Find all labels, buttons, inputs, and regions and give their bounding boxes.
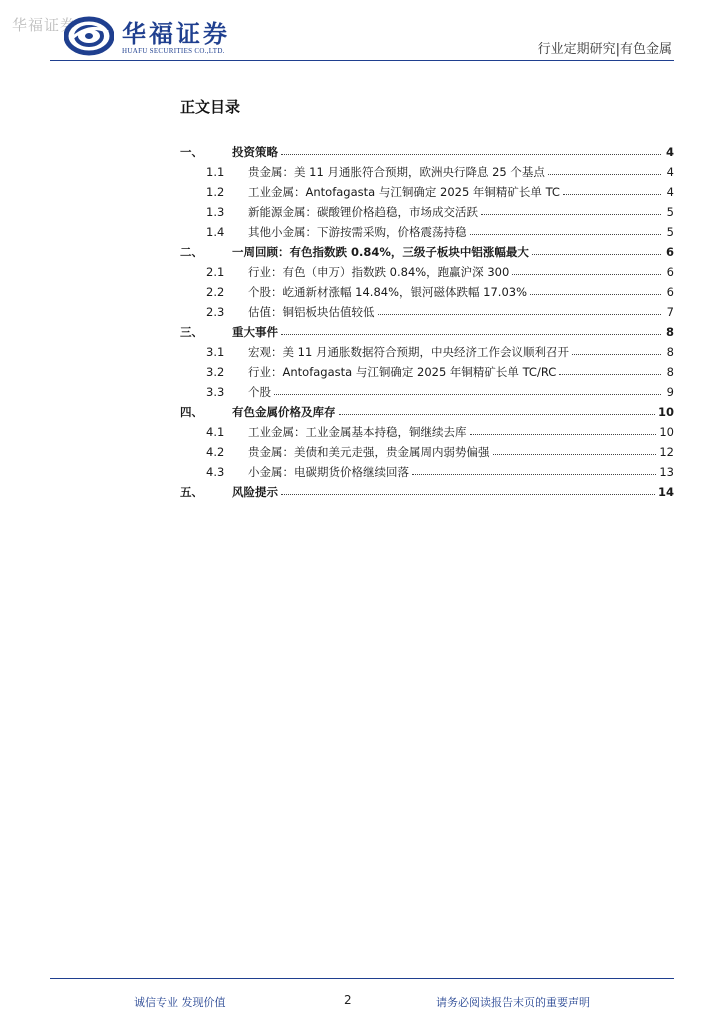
toc-entry-text: 工业金属：工业金属基本持稳，铜继续去库	[248, 425, 467, 439]
toc-entry[interactable]	[180, 142, 674, 162]
toc-leader-dots	[548, 174, 661, 175]
toc-entry-page: 5	[666, 205, 674, 219]
toc-entry-number: 1.2	[206, 185, 225, 199]
toc-entry-text: 宏观：美 11 月通胀数据符合预期，中央经济工作会议顺利召开	[248, 345, 569, 359]
toc-leader-dots	[339, 414, 655, 415]
toc-entry-number: 2.1	[206, 265, 225, 279]
toc-entry-number: 2.3	[206, 305, 225, 319]
toc-entry-number: 4.3	[206, 465, 225, 479]
toc-entry-page: 4	[666, 185, 674, 199]
toc-leader-dots	[563, 194, 661, 195]
toc-entry-number: 三、	[180, 325, 203, 339]
toc-leader-dots	[274, 394, 661, 395]
toc-entry-text: 一周回顾：有色指数跌 0.84%，三级子板块中铝涨幅最大	[232, 245, 529, 259]
toc-entry-text: 风险提示	[232, 485, 278, 499]
toc-entry[interactable]	[180, 362, 674, 382]
toc-entry[interactable]	[180, 282, 674, 302]
brand-name-cn: 华福证券	[122, 19, 230, 48]
toc-entry-text: 估值：铜铝板块估值较低	[248, 305, 375, 319]
toc-entry[interactable]	[180, 422, 674, 442]
toc-entry-text: 贵金属：美债和美元走强，贵金属周内弱势偏强	[248, 445, 490, 459]
toc-title: 正文目录	[180, 98, 241, 116]
toc-entry-text: 其他小金属：下游按需采购，价格震荡持稳	[248, 225, 467, 239]
toc-entry[interactable]	[180, 462, 674, 482]
toc-entry[interactable]	[180, 262, 674, 282]
page-number: 2	[344, 993, 352, 1007]
toc-leader-dots	[512, 274, 661, 275]
toc-entry-text: 个股：屹通新材涨幅 14.84%，银河磁体跌幅 17.03%	[248, 285, 528, 299]
toc-leader-dots	[378, 314, 662, 315]
toc-leader-dots	[470, 234, 662, 235]
toc-entry-page: 5	[666, 225, 674, 239]
brand-name-en: HUAFU SECURITIES CO.,LTD.	[122, 47, 225, 55]
toc-entry-text: 新能源金属：碳酸锂价格趋稳，市场成交活跃	[248, 205, 478, 219]
toc-entry-page: 13	[659, 465, 674, 479]
toc-entry-page: 8	[666, 345, 674, 359]
toc-leader-dots	[559, 374, 661, 375]
toc-entry-page: 4	[666, 165, 674, 179]
toc-entry-text: 投资策略	[232, 145, 278, 159]
toc-entry-number: 二、	[180, 245, 203, 259]
huafu-swirl-icon	[64, 16, 114, 56]
toc-entry-number: 3.1	[206, 345, 225, 359]
toc-entry-number: 1.1	[206, 165, 225, 179]
toc-leader-dots	[530, 294, 661, 295]
toc-entry-page: 10	[659, 425, 674, 439]
toc-leader-dots	[481, 214, 661, 215]
toc-entry-page: 8	[665, 325, 674, 339]
toc-entry-page: 4	[665, 145, 674, 159]
toc-entry-number: 4.2	[206, 445, 225, 459]
toc-entry[interactable]	[180, 222, 674, 242]
toc-entry[interactable]	[180, 202, 674, 222]
toc-leader-dots	[281, 154, 661, 155]
toc-entry-page: 10	[657, 405, 674, 419]
toc-entry[interactable]	[180, 342, 674, 362]
toc-entry-text: 小金属：电碳期货价格继续回落	[248, 465, 409, 479]
footer-divider	[50, 978, 674, 979]
toc-entry-text: 贵金属：美 11 月通胀符合预期，欧洲央行降息 25 个基点	[248, 165, 545, 179]
toc-entry-text: 行业：Antofagasta 与江铜确定 2025 年铜精矿长单 TC/RC	[248, 365, 557, 379]
toc-entry[interactable]	[180, 482, 674, 502]
brand-logo	[64, 14, 254, 60]
toc-entry-number: 1.4	[206, 225, 225, 239]
toc-leader-dots	[412, 474, 656, 475]
toc-leader-dots	[493, 454, 657, 455]
toc-entry-page: 9	[666, 385, 674, 399]
toc-entry[interactable]	[180, 162, 674, 182]
toc-entry-text: 有色金属价格及库存	[232, 405, 336, 419]
toc-entry-number: 2.2	[206, 285, 225, 299]
report-category: 行业定期研究|有色金属	[537, 42, 672, 57]
toc-entry[interactable]	[180, 382, 674, 402]
toc-entry-page: 6	[666, 285, 674, 299]
toc-entry-text: 重大事件	[232, 325, 278, 339]
header-divider	[50, 60, 674, 61]
toc-leader-dots	[572, 354, 661, 355]
toc-entry[interactable]	[180, 402, 674, 422]
toc-entry-page: 6	[666, 265, 674, 279]
footer-disclaimer: 请务必阅读报告末页的重要声明	[436, 996, 590, 1009]
toc-entry[interactable]	[180, 182, 674, 202]
toc-entry[interactable]	[180, 322, 674, 342]
toc-entry-number: 3.2	[206, 365, 225, 379]
toc-entry-number: 4.1	[206, 425, 225, 439]
toc-entry-page: 14	[657, 485, 674, 499]
toc-entry-number: 1.3	[206, 205, 225, 219]
toc-entry-page: 6	[665, 245, 674, 259]
toc-leader-dots	[470, 434, 657, 435]
toc-entry-text: 行业：有色（申万）指数跌 0.84%，跑赢沪深 300	[248, 265, 510, 279]
toc-entry-page: 7	[666, 305, 674, 319]
toc-entry-text: 工业金属：Antofagasta 与江铜确定 2025 年铜精矿长单 TC	[248, 185, 560, 199]
toc-entry-text: 个股	[248, 385, 271, 399]
toc-entry-number: 四、	[180, 405, 203, 419]
toc-leader-dots	[281, 494, 655, 495]
toc-entry[interactable]	[180, 242, 674, 262]
toc-entry-page: 12	[659, 445, 674, 459]
toc-leader-dots	[532, 254, 661, 255]
toc-entry-page: 8	[666, 365, 674, 379]
toc-entry-number: 五、	[180, 485, 203, 499]
footer-slogan: 诚信专业 发现价值	[134, 996, 226, 1009]
toc-leader-dots	[281, 334, 661, 335]
watermark-text: 华福证券	[12, 16, 77, 34]
toc-entry-number: 3.3	[206, 385, 225, 399]
table-of-contents	[180, 142, 674, 502]
toc-entry-number: 一、	[180, 145, 203, 159]
toc-entry[interactable]	[180, 442, 674, 462]
toc-entry[interactable]	[180, 302, 674, 322]
